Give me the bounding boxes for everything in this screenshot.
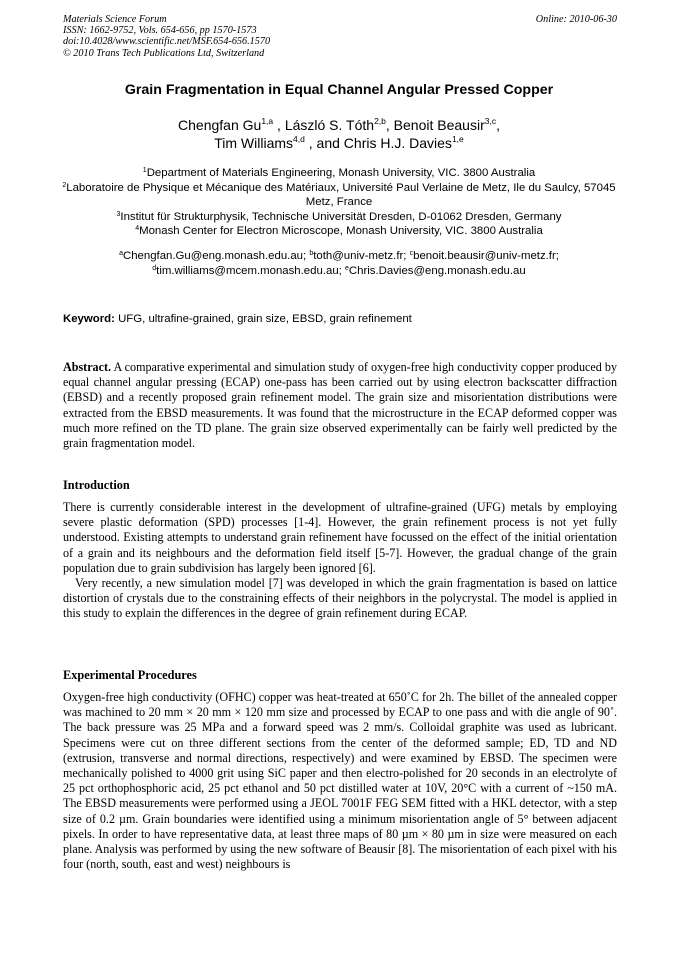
experimental-body bbox=[63, 690, 617, 872]
author-name: Chengfan Gu bbox=[178, 117, 262, 133]
introduction-body bbox=[63, 500, 617, 622]
email-link[interactable]: tim.williams@mcem.monash.edu.au; bbox=[156, 264, 342, 277]
doi-line: doi:10.4028/www.scientific.net/MSF.654-656.1570 bbox=[63, 36, 271, 48]
author-name: Chris H.J. Davies bbox=[343, 135, 452, 151]
copyright-line: © 2010 Trans Tech Publications Ltd, Switzerland bbox=[63, 47, 265, 59]
author-sup: 1,a bbox=[261, 116, 274, 126]
email-link[interactable]: Chris.Davies@eng.monash.edu.au bbox=[348, 264, 526, 277]
introduction-heading: Introduction bbox=[63, 478, 130, 492]
keywords-label: Keyword: bbox=[63, 313, 115, 325]
keywords-text: UFG, ultrafine-grained, grain size, EBSD, grain refinement bbox=[118, 313, 412, 325]
affiliations bbox=[50, 166, 628, 239]
keywords bbox=[63, 313, 617, 325]
email-list: $^a$Chengfan.Gu@eng.monash.edu.au; $^b$toth@univ-metz.fr; $^c$benoit.beausir@univ-metz.fr; $^d$tim.williams@mcem.monash.edu.au; $^e$Chris.Davies@eng.monash.edu.au bbox=[119, 250, 559, 277]
affiliation: $^2$Laboratoire de Physique et Mécanique des Matériaux, Université Paul Verlaine de Metz, Ile du Saulcy, 57045 Metz, France bbox=[62, 181, 616, 209]
affiliation: $^1$Department of Materials Engineering, Monash University, VIC. 3800 Australia bbox=[142, 167, 536, 179]
email-link[interactable]: toth@univ-metz.fr; bbox=[313, 250, 407, 262]
experimental-heading: Experimental Procedures bbox=[63, 668, 197, 682]
abstract bbox=[63, 360, 617, 451]
author-sup: 1,e bbox=[451, 134, 464, 144]
abstract-label: Abstract. bbox=[63, 360, 112, 374]
journal-name: Materials Science Forum bbox=[63, 14, 167, 25]
paragraph: Very recently, a new simulation model [7] was developed in which the grain fragmentation is based on lattice distortion of crystals due to the constraining effects of their neighbors in the polycrystal. The model is applied in this study to explain the differences in the degree of grain refinement during ECAP. bbox=[63, 576, 617, 621]
paper-title: Grain Fragmentation in Equal Channel Angular Pressed Copper bbox=[124, 82, 554, 98]
paragraph: There is currently considerable interest in the development of ultrafine-grained (UFG) metals by employing severe plastic deformation (SPD) processes [1-4]. However, the grain refinement process is not yet fully understood. Existing attempts to understand grain refinement have focussed on the effect of the initial orientation of a grain and its neighbours and the deformation field itself [5-7]. However, the gradual change of the grain population due to grain subdivision has largely been ignored [6]. bbox=[63, 500, 617, 575]
affiliation: $^3$Institut für Strukturphysik, Technische Universität Dresden, D-01062 Dresden, Germany bbox=[116, 210, 562, 223]
issn-line: ISSN: 1662-9752, Vols. 654-656, pp 1570-1573 bbox=[63, 25, 257, 37]
journal-header bbox=[63, 14, 617, 59]
author-name: Tim Williams bbox=[214, 135, 294, 151]
author-name: László S. Tóth bbox=[284, 117, 375, 133]
author-name: Benoit Beausir bbox=[393, 117, 485, 133]
abstract-text: A comparative experimental and simulation study of oxygen-free high conductivity copper produced by equal channel angular pressing (ECAP) one-pass has been carried out by using electron backscatter diffraction (EBSD) and a recently proposed grain refinement model. The grain size and misorientation distributions were extracted from the EBSD measurements. It was found that the microstructure in the ECAP deformed copper was much more refined on the TD plane. The grain size observed experimentally can be fairly well predicted by the grain fragmentation model. bbox=[63, 360, 617, 451]
affiliation: $^4$Monash Center for Electron Microscope, Monash University, VIC. 3800 Australia bbox=[135, 225, 543, 238]
online-date: Online: 2010-06-30 bbox=[535, 14, 617, 25]
email-link[interactable]: benoit.beausir@univ-metz.fr; bbox=[413, 250, 559, 262]
paragraph: Oxygen-free high conductivity (OFHC) copper was heat-treated at 650˚C for 2h. The billet of the annealed copper was machined to 20 mm × 20 mm × 120 mm size and processed by ECAP to one pass and with die angle of 90˚. The back pressure was 25 MPa and a forward speed was 2 mm/s. Colloidal graphite was used as lubricant. Specimens were cut on three different sections from the center of the deformed sample; ED, TD and ND (extrusion, transverse and normal directions, respectively) and were examined by EBSD. The specimen were mechanically polished to 4000 grit using SiC paper and then electro-polished for 20 seconds in an electrolyte of 25 pct orthophosphoric acid, 25 pct ethanol and 50 pct distilled water at 10V, 20°C with a current of ~150 mA. The EBSD measurements were performed using a JEOL 7001F FEG SEM fitted with a HKL detector, with a step size of 0.2 µm. Grain boundaries were identified using a minimum misorientation angle of 5° between adjacent pixels. In order to have representative data, at least three maps of 80 µm × 80 µm in size were measured on each plane. Analysis was performed by using the new software of Beausir [8]. The misorientation of each pixel with his four (north, south, east and west) neighbours is bbox=[63, 690, 617, 872]
author-sup: 2,b bbox=[374, 116, 386, 126]
author-list: Chengfan Gu$^{1,a}$ , László S. Tóth$^{2,b}$, Benoit Beausir$^{3,c}$, Tim Williams$^{4,d}$ , and Chris H.J. Davies$^{1,e}$ bbox=[178, 116, 500, 151]
author-sup: 3,c bbox=[484, 116, 497, 126]
author-sup: 4,d bbox=[293, 134, 305, 144]
email-link[interactable]: Chengfan.Gu@eng.monash.edu.au; bbox=[122, 250, 307, 262]
